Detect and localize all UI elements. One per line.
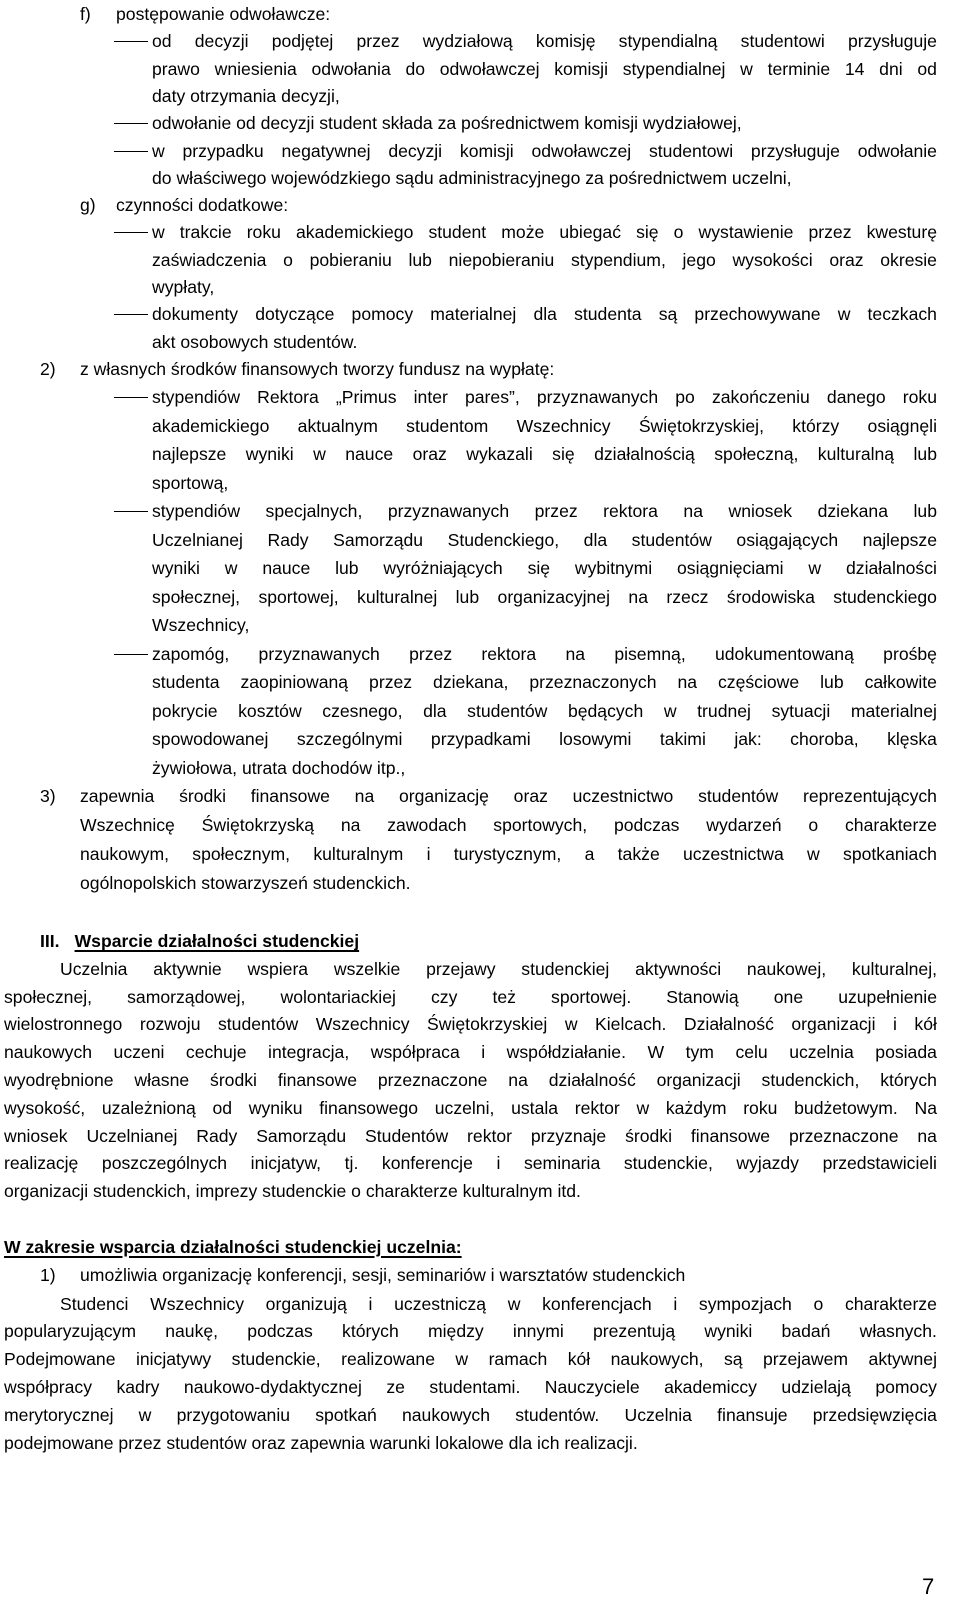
list-item-line: zapomóg, przyznawanych przez rektora na pisemną, udokumentowaną prośbę [152,643,937,664]
list-item-line: Uczelnianej Rady Samorządu Studenckiego, dla studentów osiągających najlepsze [152,529,937,550]
paragraph-line: wielostronnego rozwoju studentów Wszechnicy Świętokrzyskiej w Kielcach. Działalność organizacji i kół [4,1014,937,1035]
paragraph-line: Wszechnicę Świętokrzyską na zawodach sportowych, podczas wydarzeń o charakterze [80,815,937,835]
paragraph-line: Studenci Wszechnicy organizują i uczestniczą w konferencjach i sympozjach o charakterze [60,1293,937,1314]
list-item-line: do właściwego wojewódzkiego sądu administracyjnego za pośrednictwem uczelni, [152,167,792,188]
paragraph-line: podejmowane przez studentów oraz zapewnia warunki lokalowe dla ich realizacji. [4,1432,638,1453]
list-marker: 2) [40,358,56,379]
list-item-line: żywiołowa, utrata dochodów itp., [152,757,406,778]
page-number: 7 [922,1574,935,1599]
list-item-line: spowodowanej szczególnymi przypadkami losowymi takimi jak: choroba, klęska [152,729,937,750]
paragraph-line: realizację poszczególnych inicjatyw, tj. konferencje i seminaria studenckie, wyjazdy przedstawicieli [4,1153,937,1174]
section-title: postępowanie odwoławcze: [116,4,331,24]
list-item-line: odwołanie od decyzji student składa za pośrednictwem komisji wydziałowej, [152,113,742,134]
list-item-line: w przypadku negatywnej decyzji komisji odwoławczej studentowi przysługuje odwołanie [152,140,937,161]
list-item-line: społecznej, sportowej, kulturalnej lub organizacyjnej na rzecz środowiska studenckiego [152,586,937,607]
paragraph-line: wyodrębnione własne środki finansowe przeznaczone na działalność organizacji studenckich, których [4,1069,937,1090]
subsection-heading: W zakresie wsparcia działalności studenckiej uczelnia: [4,1236,462,1257]
dash-bullet [114,314,148,315]
paragraph-line: zapewnia środki finansowe na organizację oraz uczestnictwo studentów reprezentujących [80,786,937,807]
section-numeral: III. [40,931,60,952]
paragraph-line: społecznej, samorządowej, wolontariackiej czy też sportowej. Stanowią one uzupełnienie [4,986,937,1007]
list-item-line: akademickiego aktualnym studentom Wszechnicy Świętokrzyskiej, którzy osiągnęli [152,415,937,436]
paragraph-line: naukowym, społecznym, kulturalnym i turystycznym, a także uczestnictwa w spotkaniach [80,843,937,864]
list-item-title: umożliwia organizację konferencji, sesji, seminariów i warsztatów studenckich [80,1265,686,1286]
paragraph-line: współpracy kadry naukowo-dydaktycznej ze studentami. Nauczyciele akademiccy udzielają pomocy [4,1376,937,1397]
paragraph-line: wniosek Uczelnianej Rady Samorządu Studentów rektor przyznaje środki finansowe przeznaczone na [4,1125,937,1146]
dash-bullet [114,41,148,42]
dash-bullet [114,123,148,124]
dash-bullet [114,654,148,655]
paragraph-line: popularyzującym naukę, podczas których między innymi prezentują wyniki badań własnych. [4,1321,937,1342]
section-heading [40,927,359,955]
list-item-line: stypendiów Rektora „Primus inter pares”, przyznawanych po zakończeniu danego roku [152,387,937,408]
section-title: czynności dodatkowe: [116,195,289,216]
list-item-line: sportową, [152,472,229,493]
list-marker: 3) [40,786,56,807]
paragraph-line: Podejmowane inicjatywy studenckie, realizowane w ramach kół naukowych, są przejawem aktywnej [4,1349,937,1370]
dash-bullet [114,397,148,398]
list-marker: f) [80,4,91,24]
paragraph-line: organizacji studenckich, imprezy studenckie o charakterze kulturalnym itd. [4,1181,581,1202]
dash-bullet [114,151,148,152]
paragraph-line: Uczelnia aktywnie wspiera wszelkie przejawy studenckiej aktywności naukowej, kulturalnej, [60,958,937,979]
list-item-line: najlepsze wyniki w nauce oraz wykazali się działalnością społeczną, kulturalną lub [152,444,937,465]
paragraph-line: naukowych uczeni cechuje integracja, współpraca i współdziałanie. W tym celu uczelnia posiada [4,1042,937,1063]
list-item-line: Wszechnicy, [152,615,250,636]
list-item-line: wypłaty, [152,277,215,297]
dash-bullet [114,232,148,233]
list-item-line: prawo wniesienia odwołania do odwoławczej komisji stypendialnej w terminie 14 dni od [152,58,937,79]
section-title: z własnych środków finansowych tworzy fundusz na wypłatę: [80,358,555,379]
list-item-line: stypendiów specjalnych, przyznawanych przez rektora na wniosek dziekana lub [152,501,937,522]
section-title: Wsparcie działalności studenckiej [74,931,360,952]
list-item-line: akt osobowych studentów. [152,331,358,352]
list-item-line: dokumenty dotyczące pomocy materialnej dla studenta są przechowywane w teczkach [152,304,937,325]
list-item-line: od decyzji podjętej przez wydziałową komisję stypendialną studentowi przysługuje [152,31,937,52]
list-item-line: zaświadczenia o pobieraniu lub niepobieraniu stypendium, jego wysokości oraz okresie [152,249,937,270]
dash-bullet [114,511,148,512]
list-marker: 1) [40,1265,56,1286]
list-item-line: w trakcie roku akademickiego student może ubiegać się o wystawienie przez kwesturę [152,222,937,243]
list-marker: g) [80,195,96,216]
list-item-line: studenta zaopiniowaną przez dziekana, przeznaczonych na częściowe lub całkowite [152,672,937,693]
paragraph-line: wysokość, uzależnioną od wyniku finansowego uczelni, ustala rektor w każdym roku budżetowym. Na [4,1097,937,1118]
list-item-line: pokrycie kosztów czesnego, dla studentów będących w trudnej sytuacji materialnej [152,700,937,721]
paragraph-line: ogólnopolskich stowarzyszeń studenckich. [80,872,411,893]
list-item-line: daty otrzymania decyzji, [152,85,340,106]
paragraph-line: merytorycznej w przygotowaniu spotkań naukowych studentów. Uczelnia finansuje przedsięwzięcia [4,1404,937,1425]
list-item-line: wyniki w nauce lub wyróżniających się wybitnymi osiągnięciami w działalności [152,558,937,579]
